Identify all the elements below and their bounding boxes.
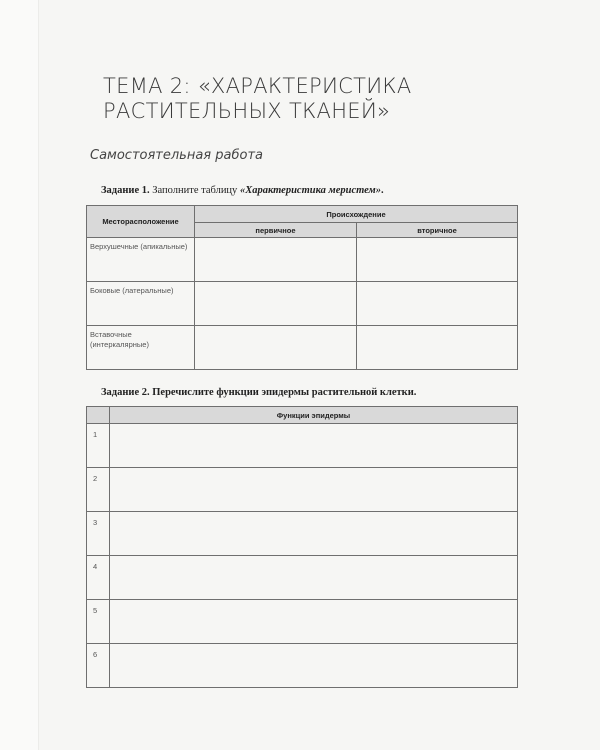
title-line-1: ТЕМА 2: «ХАРАКТЕРИСТИКА: [103, 74, 412, 98]
title-line-2: РАСТИТЕЛЬНЫХ ТКАНЕЙ»: [103, 99, 391, 123]
cell-primary-intercalary[interactable]: [195, 326, 357, 370]
cell-primary-lateral[interactable]: [195, 282, 357, 326]
cell-secondary-lateral[interactable]: [357, 282, 518, 326]
header-origin: Происхождение: [195, 206, 518, 223]
task-1-end: .: [380, 185, 384, 196]
table-row: [87, 600, 518, 644]
row-label-intercalary: Вставочные (интеркалярные): [87, 326, 195, 370]
header-primary: первичное: [195, 223, 357, 238]
row-label-apical: Верхушечные (апикальные): [87, 238, 195, 282]
row-number: 5: [87, 600, 110, 644]
section-subtitle: Самостоятельная работа: [90, 148, 263, 163]
row-number: 4: [87, 556, 110, 600]
function-cell-4[interactable]: [110, 556, 518, 600]
cell-secondary-apical[interactable]: [357, 238, 518, 282]
task-1-emphasis: «Характеристика меристем»: [239, 185, 381, 196]
cell-secondary-intercalary[interactable]: [357, 326, 518, 370]
page-edge: [0, 0, 39, 750]
function-cell-6[interactable]: [110, 644, 518, 688]
table-row: [87, 468, 518, 512]
row-number: 2: [87, 468, 110, 512]
row-number: 3: [87, 512, 110, 556]
task-2-label: Задание 2.: [101, 387, 150, 398]
header-secondary: вторичное: [357, 223, 518, 238]
header-functions: Функции эпидермы: [110, 407, 518, 424]
task-1-label: Задание 1.: [101, 185, 150, 196]
task-2-text: Перечислите функции эпидермы растительной клетки.: [149, 387, 417, 398]
cell-primary-apical[interactable]: [195, 238, 357, 282]
row-number: 1: [87, 424, 110, 468]
meristem-table: [86, 205, 518, 370]
row-label-lateral: Боковые (латеральные): [87, 282, 195, 326]
task-1-text: Заполните таблицу: [149, 185, 240, 196]
row-number: 6: [87, 644, 110, 688]
header-number-blank: [87, 407, 110, 424]
table-row: [87, 556, 518, 600]
table-row: [87, 238, 518, 282]
function-cell-5[interactable]: [110, 600, 518, 644]
page-title: [103, 74, 523, 124]
table-row: [87, 326, 518, 370]
table-row: [87, 424, 518, 468]
table-row: [87, 512, 518, 556]
function-cell-1[interactable]: [110, 424, 518, 468]
table-row: [87, 282, 518, 326]
task-2-instruction: [101, 387, 416, 398]
function-cell-2[interactable]: [110, 468, 518, 512]
function-cell-3[interactable]: [110, 512, 518, 556]
header-location: Месторасположение: [87, 206, 195, 238]
task-1-instruction: [101, 185, 384, 196]
table-row: [87, 644, 518, 688]
epidermis-functions-table: [86, 406, 518, 688]
